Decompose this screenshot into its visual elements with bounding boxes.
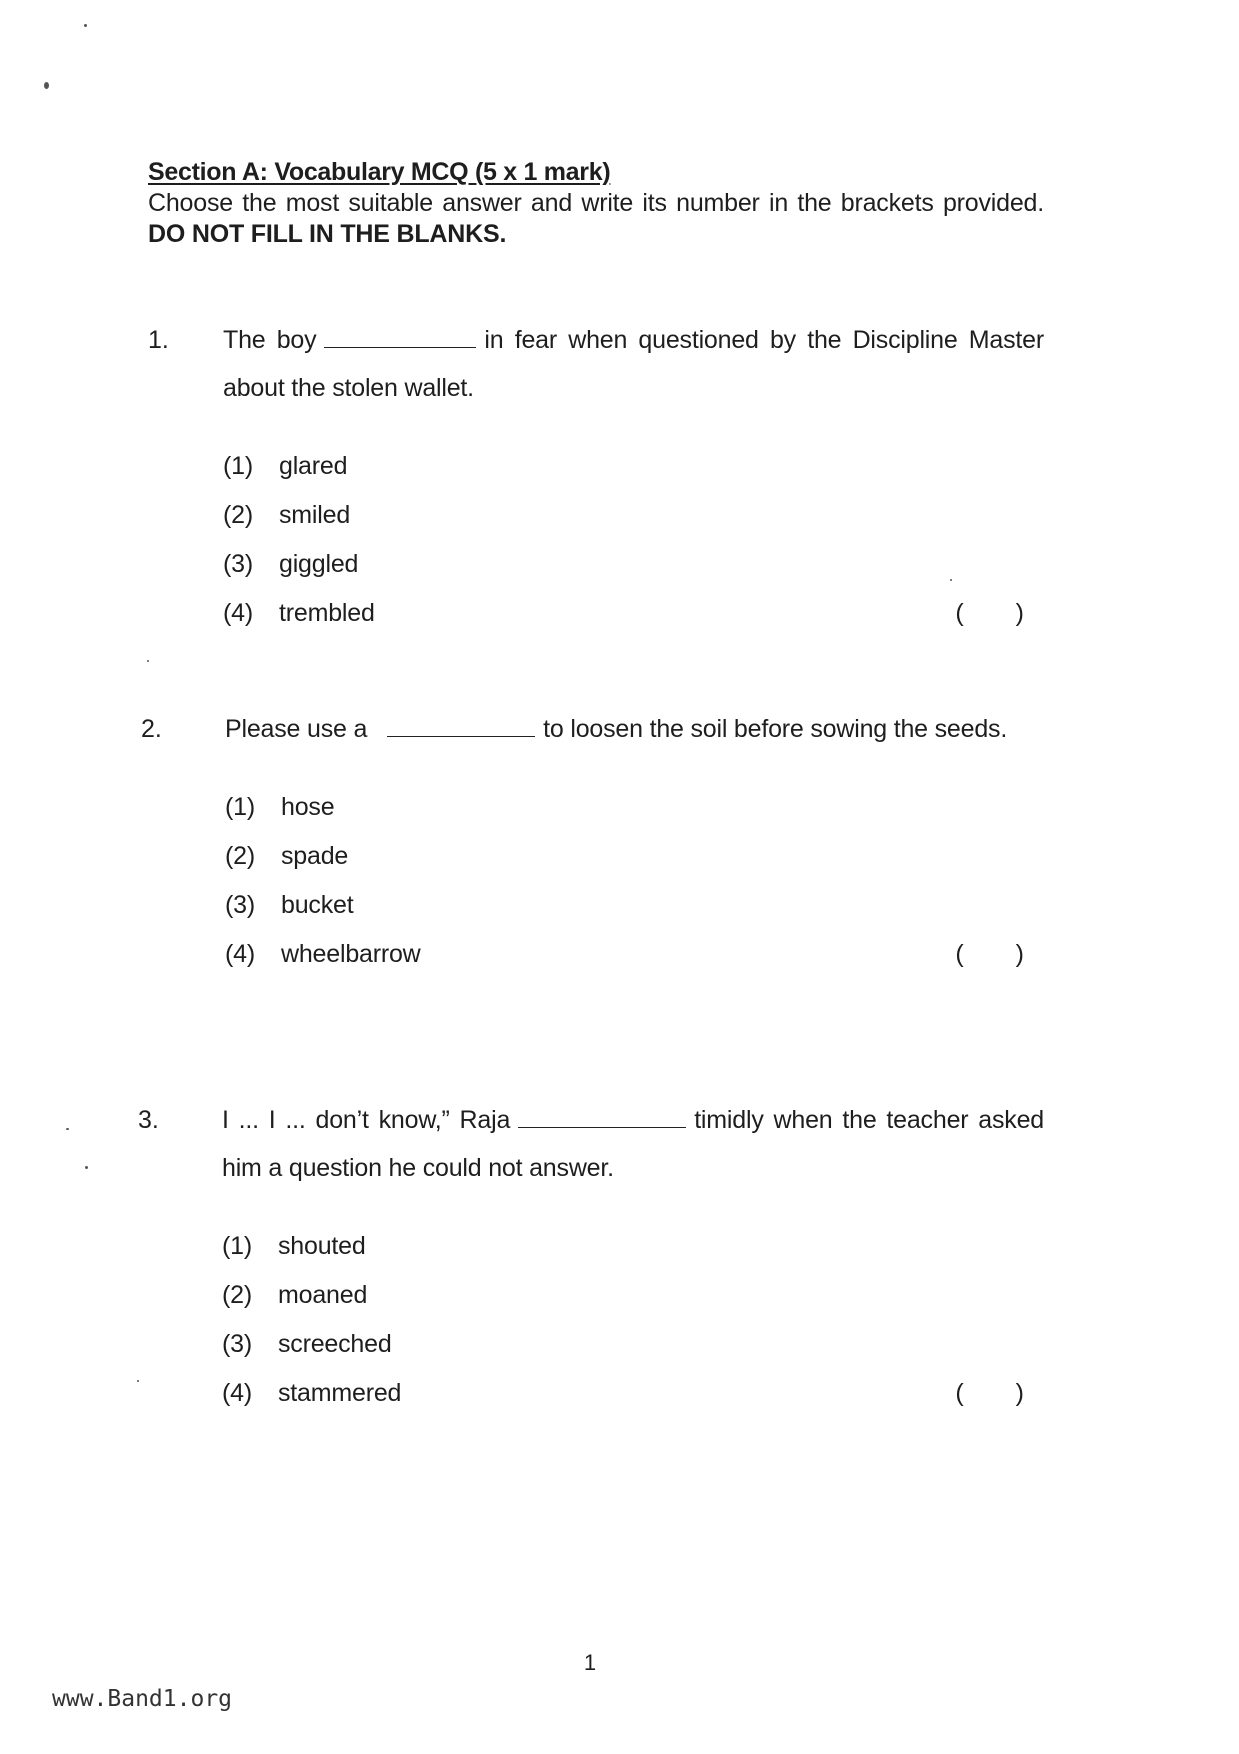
- question-text-before: The boy: [223, 326, 317, 354]
- option-1: [222, 1222, 1044, 1271]
- question-text: [222, 1096, 1044, 1192]
- question-3: [138, 1096, 1044, 1418]
- option-2: [225, 832, 1044, 881]
- option-text: wheelbarrow: [281, 940, 421, 968]
- answer-blank: [324, 325, 476, 348]
- scan-speck: [84, 24, 87, 27]
- question-text-before: I ... I ... don’t know,” Raja: [222, 1106, 511, 1134]
- question-text: [225, 705, 1044, 753]
- scan-speck: [147, 660, 149, 662]
- bracket-close: ): [1015, 1379, 1024, 1407]
- option-number: (4): [225, 940, 255, 968]
- footer-url[interactable]: www.Band1.org: [52, 1686, 233, 1712]
- scan-speck: [66, 1128, 69, 1130]
- option-text: shouted: [278, 1232, 366, 1260]
- answer-bracket[interactable]: [955, 589, 1024, 638]
- option-3: [222, 1320, 1044, 1369]
- answer-bracket[interactable]: [955, 930, 1024, 979]
- option-4: [225, 930, 1044, 979]
- option-number: (2): [223, 501, 253, 529]
- question-text: [223, 316, 1044, 412]
- option-2: [222, 1271, 1044, 1320]
- instructions-warning: DO NOT FILL IN THE BLANKS.: [148, 220, 507, 248]
- answer-bracket[interactable]: [955, 1369, 1024, 1418]
- bracket-open: (: [955, 1379, 964, 1407]
- option-2: [223, 491, 1044, 540]
- option-text: trembled: [279, 599, 375, 627]
- options-list: [225, 783, 1044, 979]
- bracket-close: ): [1015, 940, 1024, 968]
- option-text: screeched: [278, 1330, 392, 1358]
- options-list: [223, 442, 1044, 638]
- answer-blank: [518, 1105, 686, 1128]
- option-text: spade: [281, 842, 349, 870]
- bracket-open: (: [955, 940, 964, 968]
- option-1: [225, 783, 1044, 832]
- question-number: 3.: [138, 1106, 159, 1134]
- option-4: [222, 1369, 1044, 1418]
- option-number: (3): [222, 1330, 252, 1358]
- instructions: [148, 188, 1044, 250]
- option-text: bucket: [281, 891, 354, 919]
- option-number: (2): [222, 1281, 252, 1309]
- option-number: (1): [222, 1232, 252, 1260]
- option-1: [223, 442, 1044, 491]
- option-text: moaned: [278, 1281, 368, 1309]
- option-3: [223, 540, 1044, 589]
- page-number: 1: [583, 1650, 597, 1675]
- question-1: [138, 316, 1044, 638]
- section-header: [148, 156, 1044, 250]
- bracket-open: (: [955, 599, 964, 627]
- section-title: Section A: Vocabulary MCQ (5 x 1 mark): [148, 158, 611, 186]
- option-number: (1): [223, 452, 253, 480]
- answer-blank: [387, 714, 535, 737]
- question-text-before: Please use a: [225, 715, 368, 743]
- scan-speck: [85, 1166, 88, 1169]
- option-number: (4): [223, 599, 253, 627]
- option-text: smiled: [279, 501, 351, 529]
- option-number: (3): [223, 550, 253, 578]
- question-text-after: to loosen the soil before sowing the seeds.: [543, 715, 1008, 743]
- question-text-after: in fear when questioned by the Discipline Master about the stolen wallet.: [223, 326, 1044, 402]
- question-text-after: timidly when the teacher asked him a question he could not answer.: [222, 1106, 1044, 1182]
- option-3: [225, 881, 1044, 930]
- option-number: (1): [225, 793, 255, 821]
- options-list: [222, 1222, 1044, 1418]
- instructions-text: Choose the most suitable answer and write its number in the brackets provided.: [148, 189, 1044, 217]
- option-text: stammered: [278, 1379, 402, 1407]
- question-number: 1.: [148, 326, 169, 354]
- question-2: [138, 705, 1044, 979]
- bracket-close: ): [1015, 599, 1024, 627]
- option-number: (3): [225, 891, 255, 919]
- option-number: (2): [225, 842, 255, 870]
- question-number: 2.: [141, 715, 162, 743]
- option-4: [223, 589, 1044, 638]
- option-number: (4): [222, 1379, 252, 1407]
- option-text: glared: [279, 452, 348, 480]
- option-text: giggled: [279, 550, 359, 578]
- option-text: hose: [281, 793, 335, 821]
- scan-speck: [44, 82, 49, 89]
